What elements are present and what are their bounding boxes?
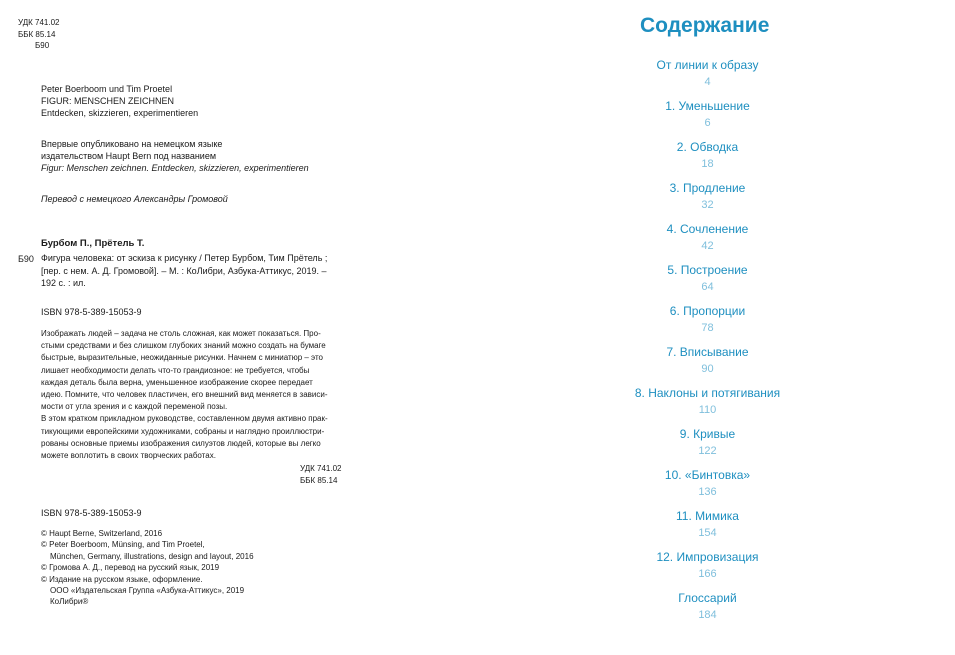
toc-item-label: 7. Вписывание: [666, 345, 749, 359]
copyright-line: © Peter Boerboom, Münsing, and Tim Proetel,: [41, 540, 205, 550]
toc-item-page: 78: [701, 322, 714, 334]
annotation-line: рованы основные приемы изображения силуэтов людей, которые вы легко: [41, 438, 321, 448]
original-authors: Peter Boerboom und Tim Proetel: [41, 84, 173, 94]
toc-item-page: 166: [698, 568, 717, 580]
copyright-block: [41, 528, 254, 608]
toc-item-page: 42: [701, 240, 714, 252]
isbn-secondary: ISBN 978-5-389-15053-9: [41, 508, 142, 518]
copyright-line: © Громова А. Д., перевод на русский язык, 2019: [41, 563, 220, 573]
toc-item-label: 5. Построение: [667, 263, 748, 277]
original-edition-block: [41, 83, 198, 119]
toc-item[interactable]: [600, 181, 815, 213]
toc-item[interactable]: [600, 345, 815, 377]
copyright-line: КоЛибри®: [50, 597, 89, 607]
toc-item-page: 90: [701, 363, 714, 375]
first-published-block: [41, 138, 309, 174]
toc-item-label: 12. Импровизация: [656, 550, 759, 564]
toc-item-label: 4. Сочленение: [666, 222, 749, 236]
udk-code-bottom: УДК 741.02: [300, 464, 342, 473]
toc-item-page: 122: [698, 445, 717, 457]
toc-item-label: 3. Продление: [669, 181, 746, 195]
bbk-code: ББК 85.14: [18, 29, 56, 39]
first-published-line-2: издательством Haupt Bern под названием: [41, 151, 217, 161]
toc-item[interactable]: [600, 386, 815, 418]
toc-item[interactable]: [600, 263, 815, 295]
toc-item[interactable]: [600, 222, 815, 254]
bib-line: Фигура человека: от эскиза к рисунку / Петер Бурбом, Тим Прётель ;: [41, 253, 328, 263]
udk-code: УДК 741.02: [18, 18, 60, 27]
annotation-line: тикующими европейскими художниками, собраны и наглядно проиллюстри-: [41, 426, 325, 436]
toc-item-label: 6. Пропорции: [669, 304, 746, 318]
toc-title: Содержание: [640, 14, 770, 37]
bib-line: 192 с. : ил.: [41, 278, 86, 288]
toc-item-page: 6: [704, 117, 711, 129]
toc-item[interactable]: [600, 427, 815, 459]
bibliographic-record: [41, 252, 327, 290]
toc-item[interactable]: [600, 591, 815, 623]
toc-item-label: 9. Кривые: [679, 427, 736, 441]
toc-item-page: 184: [698, 609, 717, 621]
first-published-line-1: Впервые опубликовано на немецком языке: [41, 139, 223, 149]
toc-item-page: 18: [701, 158, 714, 170]
toc-item[interactable]: [600, 304, 815, 336]
original-subtitle: Entdecken, skizzieren, experimentieren: [41, 108, 199, 118]
toc-item-label: 1. Уменьшение: [665, 99, 750, 113]
toc-item-label: 11. Мимика: [676, 509, 739, 523]
annotation-line: стыми средствами и без слишком глубоких знаний можно создать на бумаге: [41, 341, 326, 351]
toc-item-label: 8. Наклоны и потягивания: [634, 386, 781, 400]
annotation-line: лишает необходимости делать что-то грандиозное: не требуется, чтобы: [41, 365, 310, 375]
toc-item-page: 64: [701, 281, 714, 293]
bbk-code-bottom: ББК 85.14: [300, 475, 338, 485]
toc-item-page: 154: [698, 527, 717, 539]
toc-item[interactable]: [600, 509, 815, 541]
annotation: [41, 328, 346, 462]
author-heading: Бурбом П., Прётель Т.: [41, 238, 145, 249]
toc-item[interactable]: [600, 468, 815, 500]
author-sign: Б90: [35, 41, 50, 50]
annotation-line: идею. Помните, что человек пластичен, его внешний вид меняется в зависи-: [41, 390, 328, 400]
annotation-line: можете воплотить в своих творческих работах.: [41, 451, 216, 461]
toc-item-label: 2. Обводка: [676, 140, 739, 154]
copyright-line: © Издание на русском языке, оформление.: [41, 574, 203, 584]
udk-top-block: [18, 17, 60, 52]
toc-item-page: 32: [701, 199, 714, 211]
annotation-line: мости от угла зрения и с каждой переменой позы.: [41, 402, 228, 412]
annotation-line: быстрые, выразительные, неожиданные рисунки. Начнем с миниатюр – это: [41, 353, 323, 363]
udk-bottom-block: [300, 463, 342, 486]
copyright-line: München, Germany, illustrations, design and layout, 2016: [50, 551, 254, 561]
isbn-primary: ISBN 978-5-389-15053-9: [41, 307, 142, 317]
toc-item-page: 110: [698, 404, 717, 416]
toc-item[interactable]: [600, 550, 815, 582]
index-code: Б90: [18, 254, 34, 264]
toc-item[interactable]: [600, 99, 815, 131]
translator-credit: Перевод с немецкого Александры Громовой: [41, 194, 228, 204]
toc-item-label: От линии к образу: [656, 58, 759, 72]
copyright-line: ООО «Издательская Группа «Азбука-Аттикус», 2019: [50, 586, 245, 596]
annotation-line: В этом кратком прикладном руководстве, составленном двумя активно прак-: [41, 414, 328, 424]
toc-item-label: Глоссарий: [678, 591, 737, 605]
bib-line: [пер. с нем. А. Д. Громовой]. – М. : КоЛибри, Азбука-Аттикус, 2019. –: [41, 265, 327, 276]
toc-item-page: 136: [698, 486, 717, 498]
copyright-line: © Haupt Berne, Switzerland, 2016: [41, 529, 163, 538]
toc-item[interactable]: [600, 58, 815, 90]
annotation-line: Изображать людей – задача не столь сложная, как может показаться. Про-: [41, 329, 321, 338]
toc-item-page: 4: [704, 76, 711, 88]
toc-item-label: 10. «Бинтовка»: [664, 468, 751, 482]
original-title: FIGUR: MENSCHEN ZEICHNEN: [41, 96, 175, 106]
first-published-title: Figur: Menschen zeichnen. Entdecken, skizzieren, experimentieren: [41, 163, 309, 173]
annotation-line: каждая деталь была верна, уменьшенное изображение скорее передает: [41, 377, 313, 387]
toc-item[interactable]: [600, 140, 815, 172]
